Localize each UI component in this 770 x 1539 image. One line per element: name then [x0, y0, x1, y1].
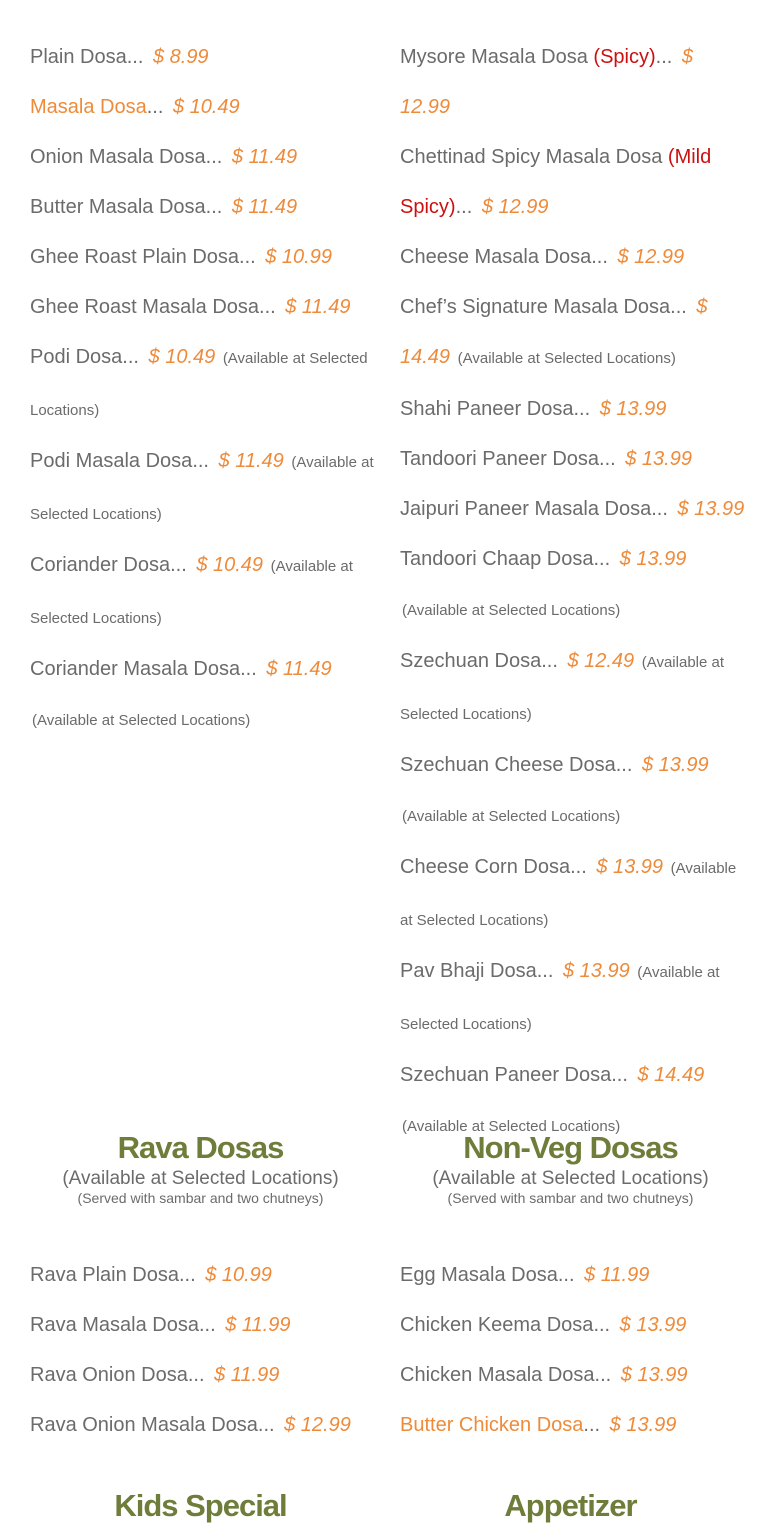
menu-item-price: $ 13.99 — [619, 548, 687, 570]
dosa-menu-left — [30, 32, 375, 746]
nonveg-dosas-list — [400, 1250, 745, 1450]
menu-item-name: Chicken Keema Dosa — [400, 1314, 594, 1336]
menu-item-name: Mysore Masala Dosa — [400, 46, 588, 68]
menu-item-name: Cheese Corn Dosa — [400, 856, 571, 878]
menu-item — [400, 484, 745, 534]
menu-item-price: $ 13.99 — [609, 1414, 677, 1436]
leader-dots: ... — [259, 296, 276, 318]
menu-item — [30, 644, 375, 746]
menu-item-price: $ 13.99 — [599, 398, 667, 420]
menu-item — [400, 946, 745, 1050]
leader-dots: ... — [170, 554, 187, 576]
leader-dots: ... — [239, 246, 256, 268]
menu-item-price: $ 14.49 — [400, 296, 708, 368]
availability-note: (Available at Selected Locations) — [402, 808, 621, 825]
menu-item-price: $ 10.49 — [148, 346, 216, 368]
leader-dots: ... — [611, 1064, 628, 1086]
menu-item-name: Onion Masala Dosa — [30, 146, 206, 168]
leader-dots: ... — [593, 548, 611, 570]
menu-item — [30, 1400, 375, 1450]
menu-item — [400, 1250, 745, 1300]
availability-note: (Available at Selected Locations) — [30, 558, 353, 627]
leader-dots: ... — [187, 1364, 205, 1386]
menu-item — [400, 132, 745, 232]
menu-item — [400, 1300, 745, 1350]
menu-item-price: $ 12.49 — [567, 650, 635, 672]
section-title: Kids Special — [114, 1488, 287, 1523]
leader-dots: ... — [557, 1264, 575, 1286]
leader-dots: ... — [205, 196, 223, 218]
leader-dots: ... — [615, 754, 633, 776]
menu-item — [30, 32, 375, 82]
menu-item — [400, 636, 745, 740]
section-title: Rava Dosas — [117, 1130, 284, 1165]
leader-dots: ... — [670, 296, 687, 318]
menu-item-price: $ 11.49 — [231, 196, 298, 218]
leader-dots: ... — [146, 96, 164, 118]
leader-dots: ... — [205, 146, 223, 168]
leader-dots: ... — [599, 448, 616, 470]
menu-item — [400, 232, 745, 282]
availability-note: (Available at Selected Locations) — [32, 712, 251, 729]
menu-item — [30, 82, 375, 132]
menu-item — [30, 182, 375, 232]
leader-dots: ... — [655, 46, 673, 68]
menu-item-name: Szechuan Cheese Dosa — [400, 754, 616, 776]
availability-note: (Available at Selected Locations) — [457, 350, 676, 367]
availability-note: (Available at Selected Locations) — [402, 1118, 621, 1135]
menu-item-price: $ 13.99 — [625, 448, 692, 470]
menu-item — [400, 1350, 745, 1400]
menu-item-price: $ 13.99 — [619, 1314, 687, 1336]
leader-dots: ... — [651, 498, 668, 520]
menu-item-name: Rava Plain Dosa — [30, 1264, 179, 1286]
menu-item — [30, 132, 375, 182]
menu-item — [400, 282, 745, 384]
menu-item — [400, 384, 745, 434]
section-served: (Served with sambar and two chutneys) — [77, 1190, 324, 1206]
section-availability: (Available at Selected Locations) — [62, 1168, 339, 1189]
menu-item-price: $ 11.99 — [225, 1314, 291, 1336]
menu-item-name: Egg Masala Dosa — [400, 1264, 558, 1286]
availability-note: (Available at Selected Locations) — [400, 654, 725, 723]
availability-note: (Available at Selected Locations) — [402, 602, 621, 619]
leader-dots: ... — [126, 46, 144, 68]
menu-item — [400, 534, 745, 636]
menu-item-price: $ 11.49 — [285, 296, 351, 318]
rava-dosas-header — [28, 1128, 373, 1206]
spicy-label: (Spicy) — [593, 46, 656, 68]
menu-item-price: $ 13.99 — [677, 498, 745, 520]
menu-item-price: $ 13.99 — [596, 856, 664, 878]
menu-item-name: Tandoori Paneer Dosa — [400, 448, 600, 470]
menu-item-name: Podi Dosa — [30, 346, 123, 368]
menu-item — [30, 232, 375, 282]
menu-item-price: $ 10.49 — [172, 96, 240, 118]
menu-item-name: Plain Dosa — [30, 46, 127, 68]
menu-item-price: $ 13.99 — [641, 754, 709, 776]
availability-note: (Available at Selected Locations) — [30, 350, 368, 419]
leader-dots: ... — [178, 1264, 196, 1286]
section-served: (Served with sambar and two chutneys) — [447, 1190, 694, 1206]
leader-dots: ... — [593, 1314, 611, 1336]
rava-dosas-list — [30, 1250, 375, 1450]
leader-dots: ... — [198, 1314, 216, 1336]
menu-item-name: Cheese Masala Dosa — [400, 246, 592, 268]
menu-item — [400, 434, 745, 484]
menu-item-name: Rava Masala Dosa — [30, 1314, 199, 1336]
menu-item — [400, 1400, 745, 1450]
menu-item-price: $ 11.49 — [231, 146, 298, 168]
menu-item-price: $ 13.99 — [620, 1364, 688, 1386]
menu-item-price: $ 11.49 — [266, 658, 332, 680]
menu-item-name: Pav Bhaji Dosa — [400, 960, 537, 982]
menu-item — [400, 740, 745, 842]
menu-item — [30, 540, 375, 644]
menu-item-name: Tandoori Chaap Dosa — [400, 548, 594, 570]
menu-item-name: Ghee Roast Plain Dosa — [30, 246, 240, 268]
leader-dots: ... — [257, 1414, 275, 1436]
menu-item-name: Szechuan Dosa — [400, 650, 542, 672]
menu-item-price: $ 12.99 — [400, 46, 693, 118]
menu-item-price: $ 11.49 — [218, 450, 284, 472]
leader-dots: ... — [536, 960, 554, 982]
section-title: Appetizer — [504, 1488, 637, 1523]
menu-item-price: $ 11.99 — [584, 1264, 650, 1286]
menu-item — [30, 1350, 375, 1400]
kids-special-header — [28, 1486, 373, 1526]
leader-dots: ... — [455, 196, 473, 218]
menu-item-name: Masala Dosa — [30, 96, 147, 118]
menu-item-price: $ 10.99 — [265, 246, 332, 268]
menu-item-name: Butter Chicken Dosa — [400, 1414, 584, 1436]
leader-dots: ... — [591, 246, 608, 268]
leader-dots: ... — [192, 450, 209, 472]
menu-item-price: $ 11.99 — [214, 1364, 280, 1386]
menu-item — [400, 32, 745, 132]
leader-dots: ... — [541, 650, 558, 672]
section-availability: (Available at Selected Locations) — [432, 1168, 709, 1189]
menu-item-price: $ 14.49 — [637, 1064, 705, 1086]
menu-item-name: Coriander Masala Dosa — [30, 658, 241, 680]
menu-item-name: Shahi Paneer Dosa — [400, 398, 574, 420]
leader-dots: ... — [570, 856, 587, 878]
menu-item — [30, 282, 375, 332]
menu-item-price: $ 8.99 — [152, 46, 209, 68]
menu-item — [30, 1300, 375, 1350]
menu-item — [400, 842, 745, 946]
menu-item-price: $ 10.99 — [205, 1264, 272, 1286]
leader-dots: ... — [573, 398, 591, 420]
menu-item-price: $ 12.99 — [284, 1414, 351, 1436]
menu-item-price: $ 10.49 — [196, 554, 264, 576]
availability-note: (Available at Selected Locations) — [400, 964, 720, 1033]
menu-item-name: Butter Masala Dosa — [30, 196, 206, 218]
menu-item-name: Chettinad Spicy Masala Dosa — [400, 146, 663, 168]
menu-item-name: Coriander Dosa — [30, 554, 171, 576]
availability-note: (Available at Selected Locations) — [30, 454, 374, 523]
menu-item — [30, 436, 375, 540]
section-title: Non-Veg Dosas — [463, 1130, 678, 1165]
menu-item-name: Ghee Roast Masala Dosa — [30, 296, 260, 318]
appetizer-header — [398, 1486, 743, 1526]
menu-item — [30, 332, 375, 436]
menu-item-name: Szechuan Paneer Dosa — [400, 1064, 612, 1086]
menu-item-price: $ 12.99 — [481, 196, 549, 218]
menu-item-name: Rava Onion Dosa — [30, 1364, 188, 1386]
leader-dots: ... — [583, 1414, 601, 1436]
menu-item-price: $ 13.99 — [562, 960, 630, 982]
menu-item-name: Chef’s Signature Masala Dosa — [400, 296, 671, 318]
menu-item — [30, 1250, 375, 1300]
nonveg-dosas-header — [398, 1128, 743, 1206]
spicy-label: (Mild Spicy) — [400, 146, 712, 218]
menu-item-name: Jaipuri Paneer Masala Dosa — [400, 498, 652, 520]
menu-item-price: $ 12.99 — [617, 246, 685, 268]
menu-item-name: Chicken Masala Dosa — [400, 1364, 595, 1386]
dosa-menu-right — [400, 32, 745, 1152]
availability-note: (Available at Selected Locations) — [400, 860, 737, 929]
menu-item-name: Rava Onion Masala Dosa — [30, 1414, 258, 1436]
leader-dots: ... — [122, 346, 139, 368]
leader-dots: ... — [240, 658, 257, 680]
leader-dots: ... — [594, 1364, 612, 1386]
menu-item-name: Podi Masala Dosa — [30, 450, 193, 472]
